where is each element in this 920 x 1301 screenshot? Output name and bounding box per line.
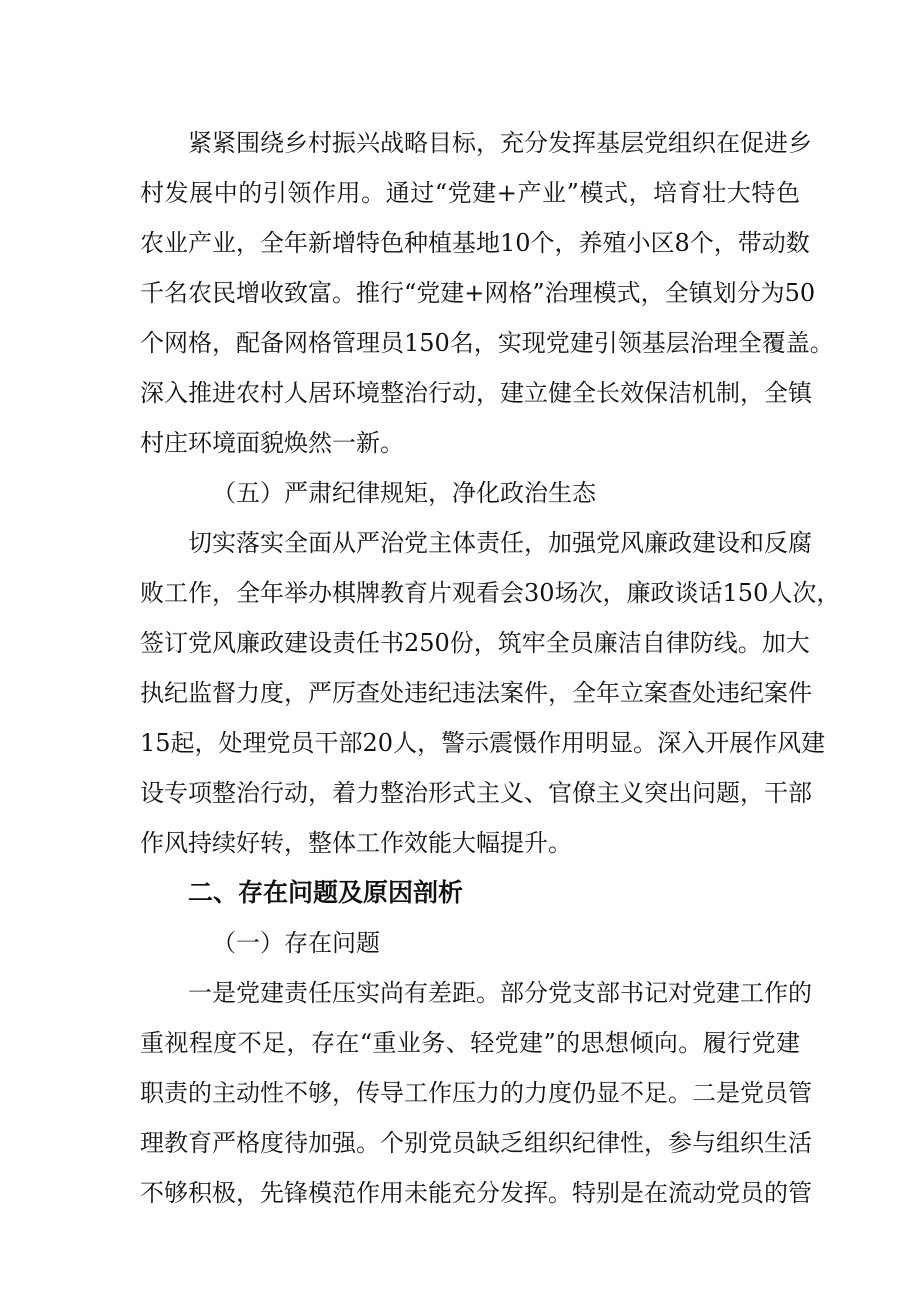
paragraph-line: 职责的主动性不够，传导工作压力的力度仍显不足。二是党员管 xyxy=(140,1079,812,1107)
paragraph-problems xyxy=(140,968,812,1218)
paragraph-line: 设专项整治行动，着力整治形式主义、官僚主义突出问题，干部 xyxy=(140,779,812,807)
paragraph-line: 执纪监督力度，严厉查处违纪违法案件，全年立案查处违纪案件 xyxy=(140,679,812,707)
paragraph-line: 重视程度不足，存在“重业务、轻党建”的思想倾向。履行党建 xyxy=(140,1029,800,1057)
paragraph-line: 千名农民增收致富。推行“党建+网格”治理模式，全镇划分为50 xyxy=(140,279,816,307)
paragraph-line: 理教育严格度待加强。个别党员缺乏组织纪律性，参与组织生活 xyxy=(140,1129,812,1157)
subheading-discipline: （五）严肃纪律规矩，净化政治生态 xyxy=(212,479,596,507)
section-heading-problems: 二、存在问题及原因剖析 xyxy=(188,878,464,907)
paragraph-line: 败工作，全年举办棋牌教育片观看会30场次，廉政谈话150人次， xyxy=(140,579,841,607)
paragraph-line: 紧紧围绕乡村振兴战略目标，充分发挥基层党组织在促进乡 xyxy=(188,129,812,157)
paragraph-line: 村发展中的引领作用。通过“党建+产业”模式，培育壮大特色 xyxy=(140,179,800,207)
paragraph-line: 村庄环境面貌焕然一新。 xyxy=(140,429,404,457)
paragraph-line: 一是党建责任压实尚有差距。部分党支部书记对党建工作的 xyxy=(188,979,812,1007)
paragraph-line: 农业产业，全年新增特色种植基地10个，养殖小区8个，带动数 xyxy=(140,229,810,257)
paragraph-line: 签订党风廉政建设责任书250份，筑牢全员廉洁自律防线。加大 xyxy=(140,629,810,657)
paragraph-discipline xyxy=(140,518,841,868)
paragraph-line: 不够积极，先锋模范作用未能充分发挥。特别是在流动党员的管 xyxy=(140,1179,812,1207)
paragraph-line: 15起，处理党员干部20人，警示震慑作用明显。深入开展作风建 xyxy=(140,729,826,757)
paragraph-line: 个网格，配备网格管理员150名，实现党建引领基层治理全覆盖。 xyxy=(140,329,834,357)
paragraph-line: 作风持续好转，整体工作效能大幅提升。 xyxy=(140,829,572,857)
paragraph-line: 切实落实全面从严治党主体责任，加强党风廉政建设和反腐 xyxy=(188,529,812,557)
paragraph-line: 深入推进农村人居环境整治行动，建立健全长效保洁机制，全镇 xyxy=(140,379,812,407)
paragraph-rural-revitalization xyxy=(140,118,834,468)
subheading-existing-problems: （一）存在问题 xyxy=(212,929,380,957)
document-page xyxy=(140,118,841,1218)
